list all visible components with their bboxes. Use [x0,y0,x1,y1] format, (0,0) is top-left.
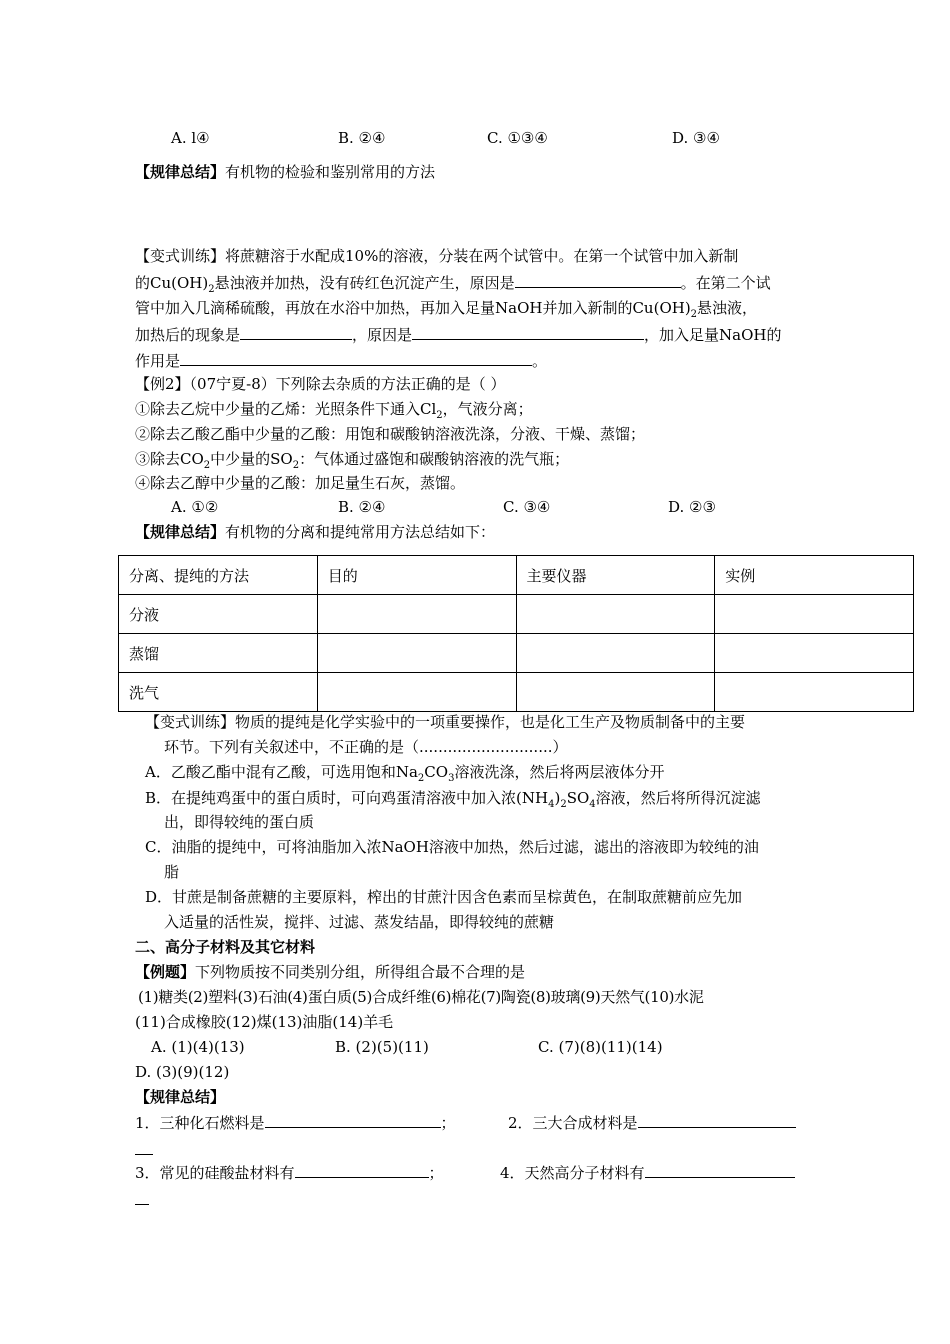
text: 4．天然高分子材料有 [500,1164,645,1182]
example2-option-b: B. ②④ [338,498,386,516]
variant1-line2 [135,271,771,294]
variant2-option-a [145,761,664,783]
text: CO [424,763,449,781]
text: 。 [532,352,548,370]
text: 管中加入几滴稀硫酸，再放在水浴中加热，再加入足量NaOH并加入新制的Cu(OH) [135,299,691,317]
rule-summary-1 [135,161,435,183]
answer-blank[interactable] [645,1161,795,1178]
text: SO [566,789,590,807]
text: 悬浊液， [697,299,758,317]
variant2-option-d-cont: 入适量的活性炭，搅拌、过滤、蒸发结晶，即得较纯的蔗糖 [164,913,555,931]
example2-statement-2: ②除去乙酸乙酯中少量的乙酸：用饱和碳酸钠溶液洗涤，分液、干燥、蒸馏； [135,425,646,443]
text: 。在第二个试 [680,274,771,292]
text: 的Cu(OH) [135,274,209,292]
table-header: 目的 [317,556,516,595]
answer-blank[interactable] [412,323,644,340]
text: 加热后的现象是 [135,326,241,344]
answer-blank-cont[interactable] [135,1138,153,1155]
subscript: 2 [292,460,300,471]
text: ，加入足量NaOH的 [644,326,782,344]
text: ) [554,789,561,807]
text: 3．常见的硅酸盐材料有 [135,1164,295,1182]
table-cell[interactable] [715,673,914,712]
text: ：气体通过盛饱和碳酸钠溶液的洗气瓶； [299,450,570,468]
table-header: 分离、提纯的方法 [119,556,318,595]
subscript: 4 [548,799,555,810]
variant2-option-c-cont: 脂 [164,863,180,881]
example2-statement-1 [135,398,533,420]
q1-option-b: B. ②④ [338,129,386,147]
variant1-line3 [135,297,757,319]
variant2-option-c: C．油脂的提纯中，可将油脂加入浓NaOH溶液中加热，然后过滤，滤出的溶液即为较纯的油 [145,838,759,856]
text: ，原因是 [352,326,413,344]
q1-option-c: C. ①③④ [487,129,548,147]
fill-question-1 [135,1111,456,1134]
table-header: 实例 [715,556,914,595]
variant1-line4 [135,323,781,346]
table-header-row [119,556,914,595]
example-option-d: D. (3)(9)(12) [135,1063,230,1081]
table-header: 主要仪器 [516,556,715,595]
rule-tag: 【规律总结】 [135,523,226,541]
subscript: 4 [589,799,596,810]
answer-blank[interactable] [515,271,681,288]
table-cell[interactable] [715,634,914,673]
text: ； [440,1114,456,1132]
table-cell[interactable] [317,595,516,634]
example2-option-d: D. ②③ [668,498,716,516]
example2-option-c: C. ③④ [503,498,551,516]
table-row [119,595,914,634]
q1-option-d: D. ③④ [672,129,720,147]
text: 溶液洗涤，然后将两层液体分开 [454,763,665,781]
fill-question-3 [135,1161,444,1184]
table-cell: 蒸馏 [119,634,318,673]
subscript: 2 [203,460,211,471]
text: 2．三大合成材料是 [508,1114,638,1132]
example2-statement-3 [135,448,569,470]
text: ； [428,1164,444,1182]
table-cell: 分液 [119,595,318,634]
variant1-line5 [135,349,547,372]
table-cell[interactable] [317,673,516,712]
variant2-option-b-cont: 出，即得较纯的蛋白质 [164,813,315,831]
subscript: 2 [560,799,567,810]
variant2-option-d: D．甘蔗是制备蔗糖的主要原料，榨出的甘蔗汁因含色素而呈棕黄色，在制取蔗糖前应先加 [145,888,743,906]
answer-blank[interactable] [240,323,352,340]
text: 作用是 [135,352,181,370]
text: 悬浊液并加热，没有砖红色沉淀产生，原因是 [214,274,515,292]
rule-tag: 【规律总结】 [135,163,226,181]
text: ①除去乙烷中少量的乙烯：光照条件下通入Cl [135,400,437,418]
example-items-line1: (1)糖类(2)塑料(3)石油(4)蛋白质(5)合成纤维(6)棉花(7)陶瓷(8)玻璃(9)天然气(10)水泥 [138,988,704,1006]
subscript: 2 [436,410,443,421]
table-cell[interactable] [516,595,715,634]
example-option-a: A. (1)(4)(13) [151,1038,245,1056]
subscript: 3 [448,773,455,784]
example2-statement-4: ④除去乙醇中少量的乙酸：加足量生石灰，蒸馏。 [135,474,466,492]
table-cell[interactable] [516,673,715,712]
text: A．乙酸乙酯中混有乙酸，可选用饱和Na [145,763,418,781]
subscript: 2 [417,773,425,784]
section-title: 二、高分子材料及其它材料 [135,938,316,956]
answer-blank[interactable] [295,1161,429,1178]
table-cell[interactable] [715,595,914,634]
text: B．在提纯鸡蛋中的蛋白质时，可向鸡蛋清溶液中加入浓(NH [145,789,549,807]
separation-methods-table [118,555,914,712]
table-row [119,634,914,673]
table-row [119,673,914,712]
example-tag: 【例题】 [135,963,196,981]
table-cell: 洗气 [119,673,318,712]
rule-summary-2 [135,521,495,543]
text: 中少量的SO [210,450,293,468]
example2-stem: 【例2】（07宁夏-8）下列除去杂质的方法正确的是（ ） [135,375,506,393]
example-items-line2: (11)合成橡胶(12)煤(13)油脂(14)羊毛 [135,1013,394,1031]
rule-text: 有机物的检验和鉴别常用的方法 [225,163,436,181]
example-question [135,961,525,983]
fill-question-4 [500,1161,795,1184]
text: ，气液分离； [442,400,533,418]
example-text: 下列物质按不同类别分组，所得组合最不合理的是 [195,963,526,981]
answer-blank[interactable] [180,349,532,366]
text: ③除去CO [135,450,204,468]
variant2-line1: 【变式训练】物质的提纯是化学实验中的一项重要操作，也是化工生产及物质制备中的主要 [145,713,746,731]
answer-blank-cont[interactable] [135,1188,149,1205]
fill-question-2 [508,1111,796,1134]
subscript: 2 [208,284,215,295]
variant2-line2: 环节。下列有关叙述中，不正确的是（............................） [164,738,568,756]
q1-option-a: A. l④ [171,129,210,147]
rule-text: 有机物的分离和提纯常用方法总结如下： [225,523,496,541]
text: 1．三种化石燃料是 [135,1114,265,1132]
variant1-line1: 【变式训练】将蔗糖溶于水配成10%的溶液，分装在两个试管中。在第一个试管中加入新制 [135,247,739,265]
subscript: 2 [690,309,698,320]
table-cell[interactable] [516,634,715,673]
example-option-c: C. (7)(8)(11)(14) [538,1038,663,1056]
text: 溶液，然后将所得沉淀滤 [595,789,761,807]
table-cell[interactable] [317,634,516,673]
rule-summary-3: 【规律总结】 [135,1088,226,1106]
answer-blank[interactable] [638,1111,796,1128]
variant2-option-b [145,787,761,809]
answer-blank[interactable] [265,1111,441,1128]
example-option-b: B. (2)(5)(11) [335,1038,429,1056]
example2-option-a: A. ①② [171,498,219,516]
